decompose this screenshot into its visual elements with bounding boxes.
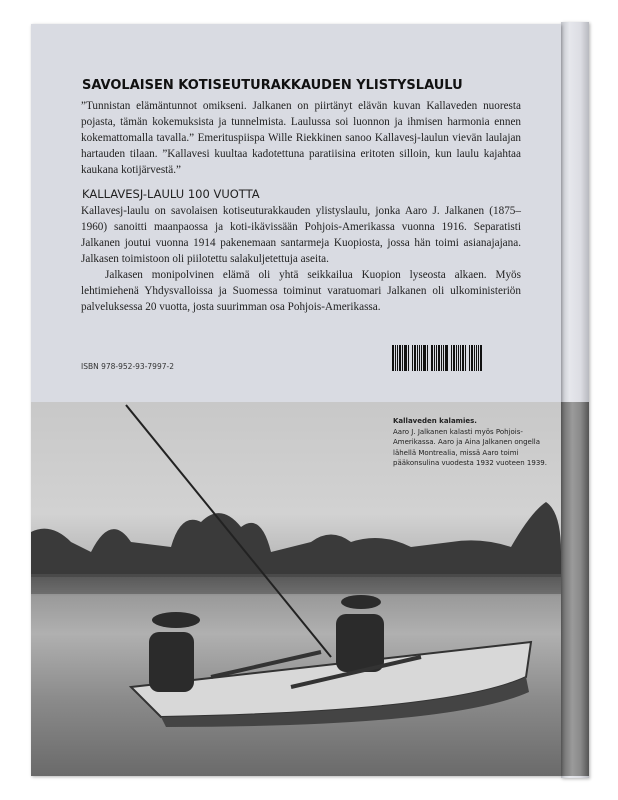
paragraph-1: Kallavesj-laulu on savolaisen kotiseuturakkauden ylistyslaulu, jonka Aaro J. Jalkanen (1875–1960) sanoitti maanpaossa ja koti-ikävissään Pohjois-Amerikassa vuonna 1916. Separatisti Jalkanen joutui vuonna 1914 pakenemaan santarmeja Kuopiosta, jossa hän toimi asianajajana. Jalkasen toimistoon oli piilotettu salakuljetettuja aseita. (81, 205, 521, 265)
barcode-bar (462, 345, 464, 371)
barcode-bar (474, 345, 475, 371)
spine-lower (561, 402, 589, 776)
barcode-bar (476, 345, 477, 371)
barcode-bar (399, 345, 401, 371)
treeline (31, 502, 561, 577)
barcode-bar (441, 345, 442, 371)
barcode-bar (480, 345, 482, 371)
barcode-bar (453, 345, 455, 371)
barcode-bar (431, 345, 433, 371)
quote-paragraph: ”Tunnistan elämäntunnot omikseni. Jalkanen on piirtänyt elävän kuvan Kallaveden nuoresta pojasta, tämän kokemuksista ja tunnelmista. Laulussa soi luonnon ja ihmisen harmonia ennen kokemattomalla tavalla.” Emerituspiispa Wille Riekkinen sanoo Kallavesj-laulun vievän laulajan hartauden tilaan. ”Kallavesi kuultaa kadotettuna paratiisina eritoten silloin, kun laulu kajahtaa kaukana kotijärvestä.” (81, 100, 521, 176)
barcode-bar (392, 345, 394, 371)
barcode-bar (404, 345, 407, 371)
barcode-bar (458, 345, 459, 371)
barcode-bar (427, 345, 428, 371)
barcode-bar (465, 345, 466, 371)
cover-heading: SAVOLAISEN KOTISEUTURAKKAUDEN YLISTYSLAULU (82, 78, 463, 93)
barcode-bar (469, 345, 470, 371)
barcode-bar (436, 345, 437, 371)
cover-photo (31, 402, 561, 776)
photo-caption (393, 416, 561, 469)
isbn-row (81, 345, 521, 371)
barcode-bar (434, 345, 435, 371)
barcode-bar (423, 345, 426, 371)
barcode-bar (395, 345, 396, 371)
barcode-bar (460, 345, 461, 371)
paragraph-2: Jalkasen monipolvinen elämä oli yhtä seikkailua Kuopion lyseosta alkaen. Myös lehtimiehenä Yhdysvalloissa ja Suomessa toiminut varatuomari Jalkanen oli ulkoministeriön palveluksessa 20 vuotta, josta suurimman osa Pohjois-Amerikassa. (81, 269, 521, 313)
barcode-bar (417, 345, 418, 371)
caption-text: Aaro J. Jalkanen kalasti myös Pohjois-Amerikassa. Aaro ja Aina Jalkanen ongella lähellä Montrealia, missä Aaro toimi pääkonsulina vuodesta 1932 vuoteen 1939. (393, 427, 547, 467)
barcode-bar (402, 345, 403, 371)
barcode-bar (456, 345, 457, 371)
barcode-bar (421, 345, 422, 371)
barcode-bar (471, 345, 473, 371)
barcode-bar (414, 345, 416, 371)
barcode (392, 345, 507, 371)
caption-title: Kallaveden kalamies. (393, 417, 477, 425)
barcode-bar (451, 345, 452, 371)
subheading: KALLAVESJ-LAULU 100 VUOTTA (82, 187, 260, 201)
barcode-bar (397, 345, 398, 371)
barcode-bar (408, 345, 409, 371)
barcode-bar (419, 345, 420, 371)
barcode-bar (443, 345, 444, 371)
description (81, 203, 521, 315)
barcode-bar (478, 345, 479, 371)
isbn: ISBN 978-952-93-7997-2 (81, 362, 174, 371)
barcode-bar (445, 345, 448, 371)
back-cover-text (81, 78, 521, 371)
barcode-bar (438, 345, 440, 371)
barcode-bar (412, 345, 413, 371)
